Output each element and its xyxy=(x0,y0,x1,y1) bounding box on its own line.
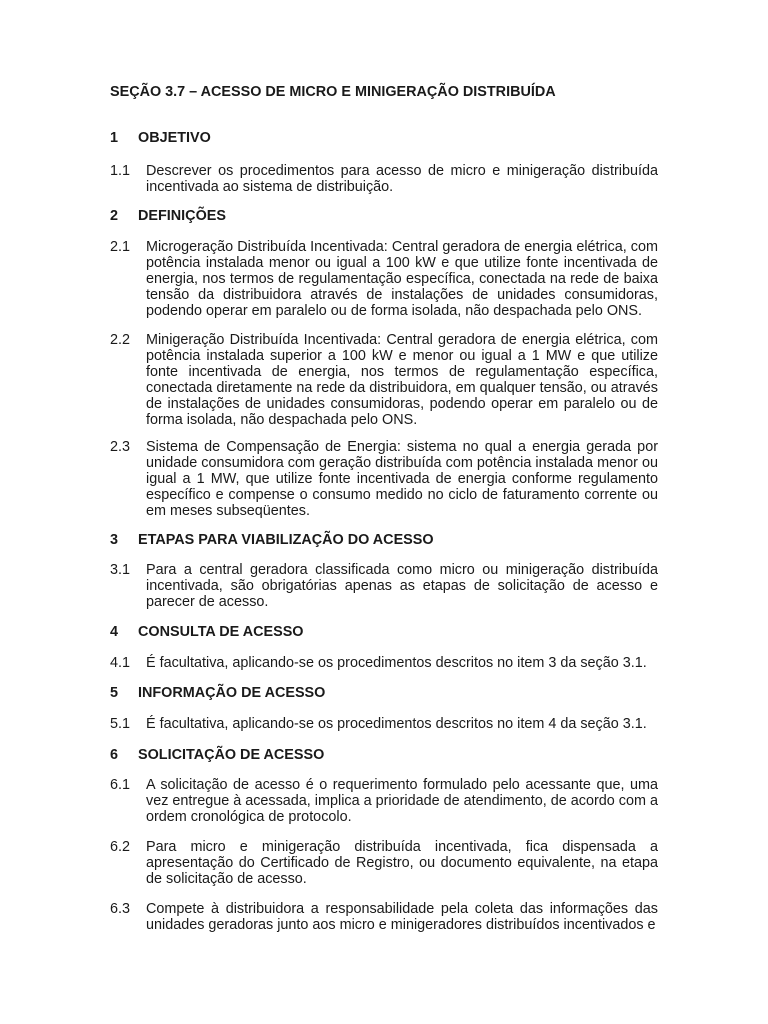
section-number: 4 xyxy=(110,624,119,640)
paragraph-number: 4.1 xyxy=(110,655,131,671)
paragraph-number: 2.3 xyxy=(110,439,131,455)
paragraph-text: Descrever os procedimentos para acesso de micro e minigeração distribuída incentivada ao sistema de distribuição. xyxy=(146,163,658,195)
paragraph-text: Microgeração Distribuída Incentivada: Central geradora de energia elétrica, com potência instalada menor ou igual a 100 kW e que utilize fonte incentivada de energia, nos termos de regulamentação específica, conectada na rede de baixa tensão da distribuidora através de instalações de unidades consumidoras, podendo operar em paralelo ou de forma isolada, não despachada pelo ONS. xyxy=(146,239,658,319)
paragraph-text: Minigeração Distribuída Incentivada: Central geradora de energia elétrica, com potência instalada superior a 100 kW e menor ou igual a 1 MW e que utilize fonte incentivada de energia, nos termos de regulamentação específica, conectada diretamente na rede da distribuidora, em qualquer tensão, ou através de instalações de unidades consumidoras, podendo operar em paralelo ou de forma isolada, não despachada pelo ONS. xyxy=(146,332,658,428)
section-number: 5 xyxy=(110,685,119,701)
section-heading-solicitacao xyxy=(110,747,324,763)
section-number: 3 xyxy=(110,532,119,548)
paragraph-4-1 xyxy=(110,655,658,671)
paragraph-6-3 xyxy=(110,901,658,933)
paragraph-text: A solicitação de acesso é o requerimento formulado pelo acessante que, uma vez entregue à acessada, implica a prioridade de atendimento, de acordo com a ordem cronológica de protocolo. xyxy=(146,777,658,825)
paragraph-number: 5.1 xyxy=(110,716,131,732)
section-title: INFORMAÇÃO DE ACESSO xyxy=(138,685,326,701)
paragraph-6-1 xyxy=(110,777,658,825)
paragraph-text: Sistema de Compensação de Energia: sistema no qual a energia gerada por unidade consumidora com geração distribuída com potência instalada menor ou igual a 1 MW, que utilize fonte incentivada de energia conforme regulamento específico e compense o consumo medido no ciclo de faturamento corrente ou em meses subseqüentes. xyxy=(146,439,658,519)
paragraph-number: 1.1 xyxy=(110,163,131,179)
section-heading-etapas xyxy=(110,532,434,548)
section-title: SOLICITAÇÃO DE ACESSO xyxy=(138,747,325,763)
section-heading-consulta xyxy=(110,624,304,640)
paragraph-number: 2.1 xyxy=(110,239,131,255)
paragraph-2-1 xyxy=(110,239,658,319)
section-title: OBJETIVO xyxy=(138,130,211,146)
section-heading-definicoes xyxy=(110,208,226,224)
paragraph-6-2 xyxy=(110,839,658,887)
paragraph-number: 2.2 xyxy=(110,332,131,348)
paragraph-5-1 xyxy=(110,716,658,732)
paragraph-1-1 xyxy=(110,163,658,195)
section-title: ETAPAS PARA VIABILIZAÇÃO DO ACESSO xyxy=(138,532,434,548)
document-title: SEÇÃO 3.7 – ACESSO DE MICRO E MINIGERAÇÃO DISTRIBUÍDA xyxy=(110,84,556,100)
section-number: 1 xyxy=(110,130,119,146)
paragraph-3-1 xyxy=(110,562,658,610)
section-number: 6 xyxy=(110,747,119,763)
paragraph-2-3 xyxy=(110,439,658,519)
paragraph-text: É facultativa, aplicando-se os procedimentos descritos no item 4 da seção 3.1. xyxy=(146,716,647,732)
paragraph-2-2 xyxy=(110,332,658,428)
paragraph-number: 6.3 xyxy=(110,901,131,917)
paragraph-text: Para micro e minigeração distribuída incentivada, fica dispensada a apresentação do Certificado de Registro, ou documento equivalente, na etapa de solicitação de acesso. xyxy=(146,839,658,887)
paragraph-text: É facultativa, aplicando-se os procedimentos descritos no item 3 da seção 3.1. xyxy=(146,655,647,671)
section-heading-objetivo xyxy=(110,130,211,146)
section-title: CONSULTA DE ACESSO xyxy=(138,624,304,640)
paragraph-number: 6.1 xyxy=(110,777,131,793)
paragraph-number: 6.2 xyxy=(110,839,131,855)
section-title: DEFINIÇÕES xyxy=(138,208,226,224)
section-number: 2 xyxy=(110,208,119,224)
paragraph-text: Compete à distribuidora a responsabilidade pela coleta das informações das unidades geradoras junto aos micro e minigeradores distribuídos incentivados e xyxy=(146,901,658,933)
paragraph-text: Para a central geradora classificada como micro ou minigeração distribuída incentivada, são obrigatórias apenas as etapas de solicitação de acesso e parecer de acesso. xyxy=(146,562,658,610)
section-heading-informacao xyxy=(110,685,325,701)
paragraph-number: 3.1 xyxy=(110,562,131,578)
